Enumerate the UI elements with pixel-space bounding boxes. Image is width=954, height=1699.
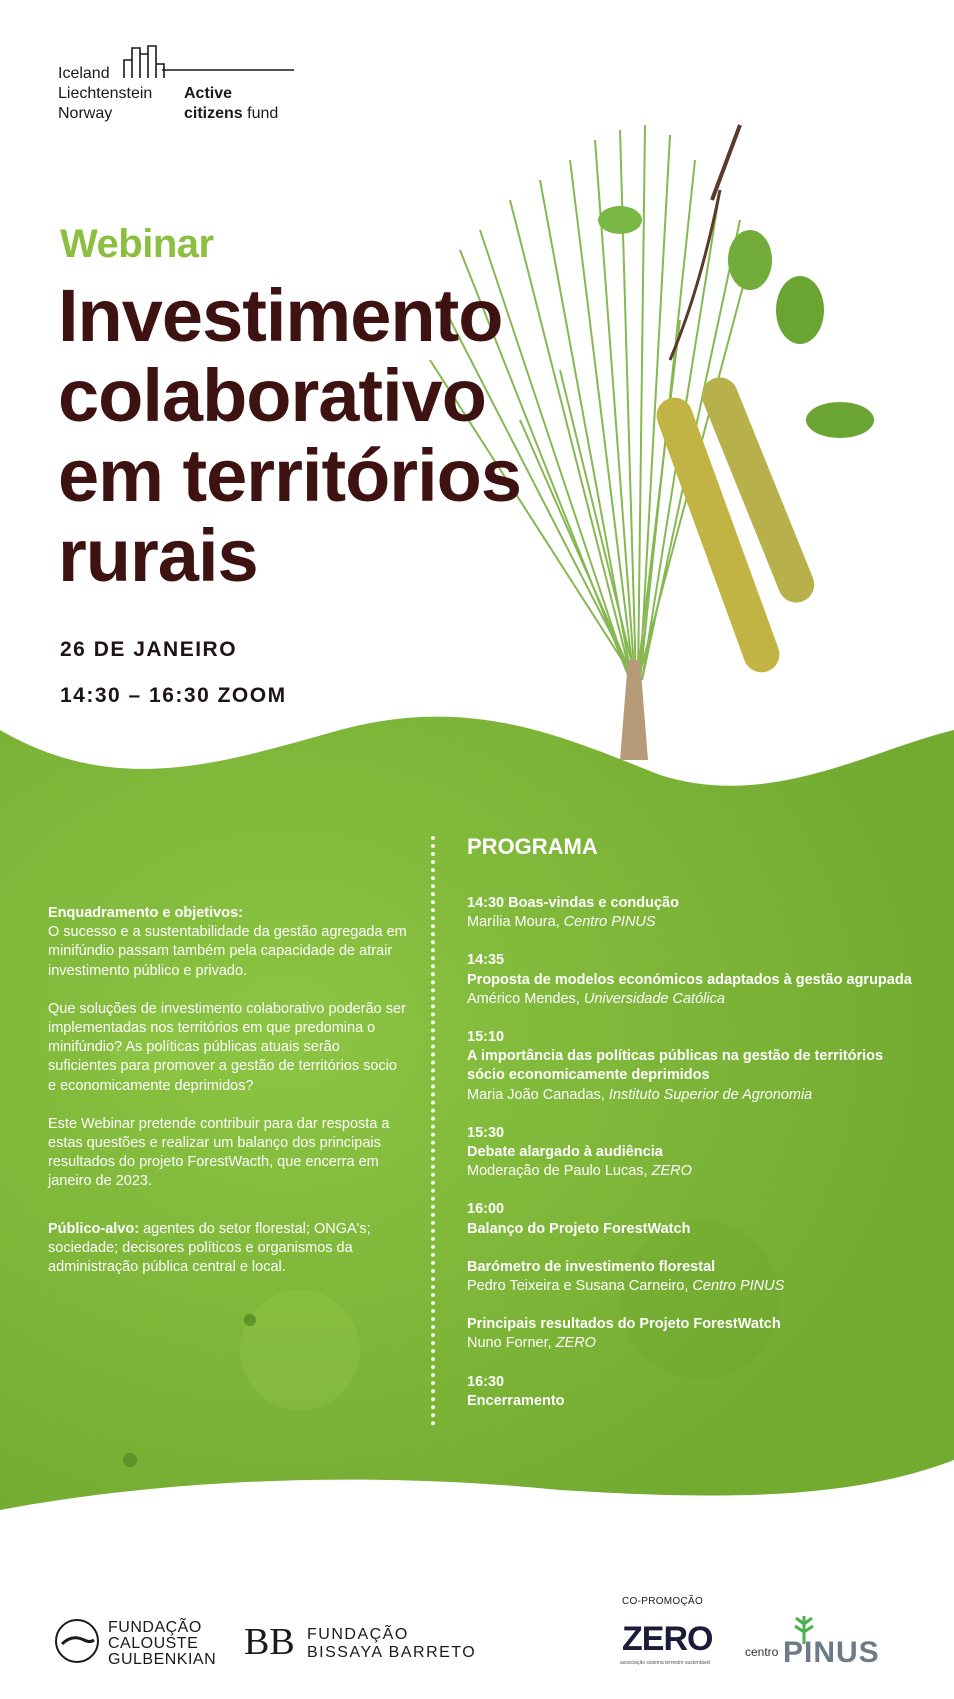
intro-section <box>48 904 408 1296</box>
gulbenkian-line3: GULBENKIAN <box>108 1651 217 1668</box>
item-title: A importância das políticas públicas na gestão de territórios sócio economicamente deprimidos <box>467 1048 884 1084</box>
programa-item <box>467 1315 917 1353</box>
item-speaker <box>467 990 917 1009</box>
item-speaker-name: Moderação de Paulo Lucas, <box>467 1163 652 1180</box>
item-speaker-org: ZERO <box>555 1335 596 1352</box>
programa-heading: PROGRAMA <box>467 834 598 859</box>
item-title: Balanço do Projeto ForestWatch <box>467 1220 691 1237</box>
item-speaker <box>467 1086 917 1105</box>
programa-item <box>467 1373 917 1411</box>
zero-logo: ZERO <box>622 1620 713 1658</box>
svg-text:BB: BB <box>244 1622 295 1660</box>
intro-p2: Que soluções de investimento colaborativo poderão ser implementadas nos territórios em que predomina o minifúndio? As políticas públicas atuais serão suficientes para promover a gestão de territórios socio e economicamente deprimidos? <box>48 1000 406 1094</box>
gulbenkian-name <box>108 1620 216 1668</box>
item-title: Debate alargado à audiência <box>467 1144 663 1161</box>
event-kicker: Webinar <box>60 222 214 266</box>
item-speaker <box>467 1162 917 1181</box>
item-speaker-name: Maria João Canadas, <box>467 1086 609 1103</box>
item-time: 16:00 <box>467 1201 505 1218</box>
item-title: Barómetro de investimento florestal <box>467 1258 716 1275</box>
intro-heading: Enquadramento e objetivos: <box>48 905 243 921</box>
country-iceland: Iceland <box>58 65 110 82</box>
fund-name <box>184 84 278 124</box>
programa-item <box>467 951 917 1009</box>
programa-item <box>467 1028 917 1105</box>
item-speaker <box>467 913 917 932</box>
event-time: 14:30 – 16:30 ZOOM <box>60 684 287 707</box>
intro-p1: O sucesso e a sustentabilidade da gestão agregada em minifúndio passam também pela capacidade de atrair investimento público e privado. <box>48 924 407 979</box>
item-speaker-org: Instituto Superior de Agronomia <box>608 1086 813 1103</box>
item-title: Encerramento <box>467 1392 565 1409</box>
item-time: 15:30 <box>467 1124 505 1141</box>
programa-section <box>467 834 917 1430</box>
item-speaker <box>467 1277 917 1296</box>
bissaya-line1: FUNDAÇÃO <box>307 1626 409 1643</box>
item-speaker-name: Pedro Teixeira e Susana Carneiro, <box>467 1278 693 1295</box>
country-list <box>58 64 152 124</box>
fund-line2-bold: citizens <box>184 105 243 122</box>
programa-item <box>467 1200 917 1238</box>
programa-item <box>467 894 917 932</box>
item-speaker-name: Nuno Forner, <box>467 1335 556 1352</box>
item-speaker-org: Universidade Católica <box>583 990 725 1007</box>
event-date: 26 DE JANEIRO <box>60 638 238 661</box>
audience-text: agentes do setor florestal; ONGA's; sociedade; decisores políticos e organismos da administração pública central e local. <box>48 1220 371 1276</box>
fund-line2-rest: fund <box>242 105 279 122</box>
bissaya-barreto-name <box>307 1626 476 1662</box>
item-time: 14:35 <box>467 952 505 969</box>
intro-p3: Este Webinar pretende contribuir para dar resposta a estas questões e realizar um balanço dos principais resultados do projeto ForestWacth, que encerra em janeiro de 2023. <box>48 1115 390 1190</box>
gulbenkian-line1: FUNDAÇÃO <box>108 1619 202 1636</box>
item-time: 14:30 <box>467 895 505 911</box>
item-time: 15:10 <box>467 1029 505 1046</box>
eea-grants-logo <box>58 60 298 130</box>
pinus-logo: PINUS <box>783 1636 880 1669</box>
copromo-label: CO-PROMOÇÃO <box>622 1596 704 1607</box>
item-speaker-org: Centro PINUS <box>692 1278 785 1295</box>
fund-line1: Active <box>184 85 233 102</box>
bissaya-barreto-monogram-icon <box>244 1622 300 1660</box>
centro-label: centro <box>745 1645 779 1659</box>
item-title: Principais resultados do Projeto ForestWatch <box>467 1316 781 1333</box>
zero-subtitle: associação sistema terrestre sustentável <box>620 1660 711 1666</box>
item-speaker-name: Américo Mendes, <box>467 990 584 1007</box>
audience-label: Público-alvo: <box>48 1220 140 1237</box>
item-speaker-org: ZERO <box>651 1163 692 1180</box>
programa-item <box>467 1258 917 1296</box>
item-title: Boas-vindas e condução <box>508 895 679 911</box>
country-norway: Norway <box>58 105 113 122</box>
item-title: Proposta de modelos económicos adaptados à gestão agrupada <box>467 971 912 988</box>
gulbenkian-emblem-icon <box>54 1618 100 1664</box>
event-title: Investimento colaborativo em territórios rurais <box>58 274 522 597</box>
item-speaker <box>467 1334 917 1353</box>
item-speaker-org: Centro PINUS <box>563 914 656 931</box>
item-time: 16:30 <box>467 1373 505 1390</box>
programa-item <box>467 1124 917 1182</box>
gulbenkian-line2: CALOUSTE <box>108 1635 199 1652</box>
dotted-divider <box>431 836 441 1426</box>
logo-rule <box>162 68 294 72</box>
country-liechtenstein: Liechtenstein <box>58 85 153 102</box>
bissaya-line2: BISSAYA BARRETO <box>307 1644 477 1661</box>
item-speaker-name: Marília Moura, <box>467 914 564 931</box>
